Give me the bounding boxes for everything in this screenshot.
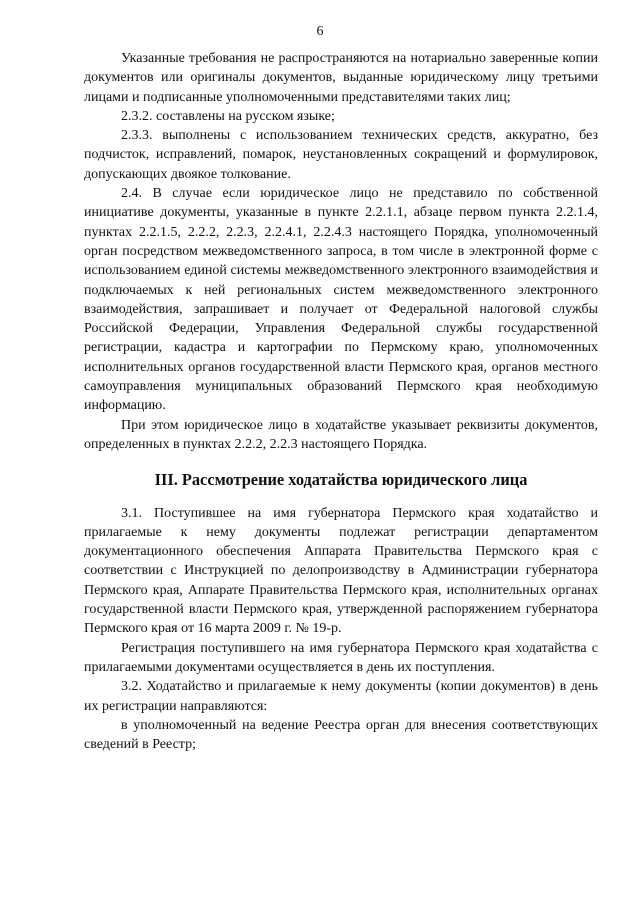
paragraph-2-3-3: 2.3.3. выполнены с использованием технических средств, аккуратно, без подчисток, исправлений, помарок, неустановленных сокращений и формулировок, допускающих двоякое толкование. bbox=[84, 128, 598, 182]
document-body bbox=[84, 49, 598, 754]
paragraph-2-3-2: 2.3.2. составлены на русском языке; bbox=[121, 108, 335, 124]
paragraph-registry-body: в уполномоченный на ведение Реестра орган для внесения соответствующих сведений в Реестр; bbox=[84, 717, 598, 753]
paragraph-requisites: При этом юридическое лицо в ходатайстве указывает реквизиты документов, определенных в пунктах 2.2.2, 2.2.3 настоящего Порядка. bbox=[84, 417, 598, 452]
paragraph-3-1: 3.1. Поступившее на имя губернатора Пермского края ходатайство и прилагаемые к нему документы подлежат регистрации департаментом документационного обеспечения Аппарата Правительства Пермского края с соответствии с Инструкцией по делопроизводству в Администрации губернатора Пермского края, Аппарате Правительства Пермского края, исполнительных органах государственной власти Пермского края, утвержденной распоряжением губернатора Пермского края от 16 марта 2009 г. № 19-р. bbox=[84, 505, 598, 637]
section-heading-iii: III. Рассмотрение ходатайства юридического лица bbox=[154, 470, 528, 490]
paragraph-2-4: 2.4. В случае если юридическое лицо не представило по собственной инициативе документы, указанные в пункте 2.2.1.1, абзаце первом пункта 2.2.1.4, пунктах 2.2.1.5, 2.2.2, 2.2.3, 2.2.4.1, 2.2.4.3 настоящего Порядка, уполномоченный орган посредством межведомственного запроса, в том числе в электронной форме с использованием единой системы межведомственного электронного взаимодействия и подключаемых к ней региональных систем межведомственного электронного взаимодействия, запрашивает и получает от Федеральной налоговой службы Российской Федерации, Управления Федеральной службы государственной регистрации, кадастра и картографии по Пермскому краю, уполномоченных исполнительных органов государственной власти Пермского края, органов местного самоуправления муниципальных образований Пермского края необходимую информацию. bbox=[84, 186, 598, 414]
paragraph-3-2: 3.2. Ходатайство и прилагаемые к нему документы (копии документов) в день их регистрации направляются: bbox=[84, 679, 598, 714]
page-number: 6 bbox=[316, 24, 324, 39]
paragraph-registration: Регистрация поступившего на имя губернатора Пермского края ходатайства с прилагаемыми документами осуществляется в день их поступления. bbox=[84, 640, 598, 675]
paragraph-requirements-exception: Указанные требования не распространяются на нотариально заверенные копии документов или оригиналы документов, выданные юридическому лицу третьими лицами и подписанные уполномоченными представителями таких лиц; bbox=[84, 51, 598, 105]
